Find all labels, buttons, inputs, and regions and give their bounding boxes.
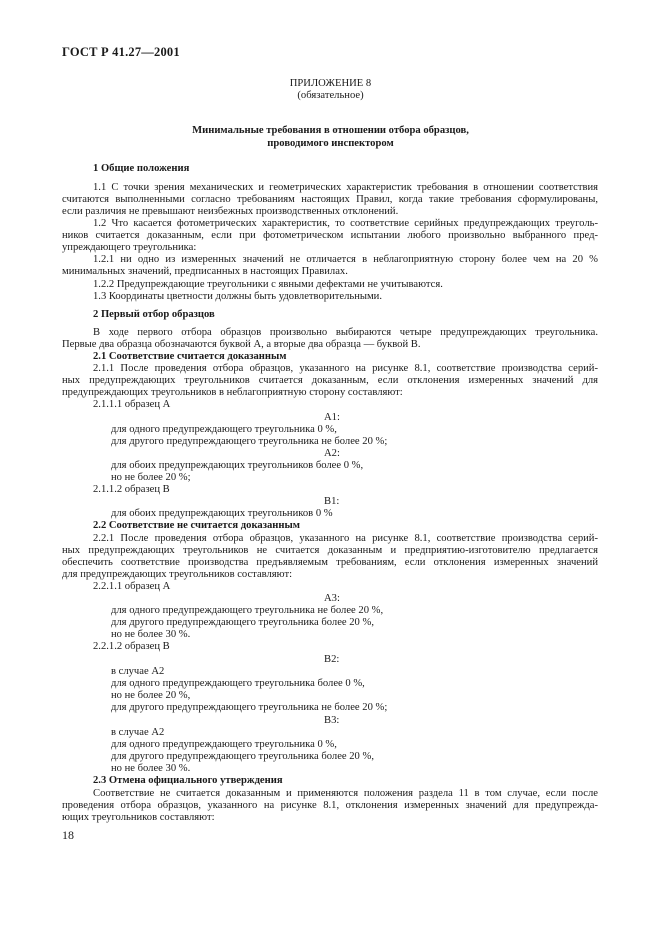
text-line: 2.1.1 После проведения отбора образцов, указанного на рисунке 8.1, соответствие производства серий- (93, 363, 598, 374)
text-line: упреждающего треугольника: (62, 242, 197, 253)
text-line: для другого предупреждающего треугольника более 20 %, (111, 751, 374, 762)
text-line: но не более 20 %; (111, 472, 191, 483)
text-line: В2: (324, 654, 340, 665)
text-line: В3: (324, 715, 340, 726)
text-line: минимальных значений, предписанных в настоящих Правилах. (62, 266, 348, 277)
text-line: 1.2.2 Предупреждающие треугольники с явными дефектами не учитываются. (93, 279, 443, 290)
section-heading: 2.1 Соответствие считается доказанным (93, 351, 287, 362)
text-line: для одного предупреждающего треугольника 0 %, (111, 424, 337, 435)
text-line: 2.1.1.2 образец В (93, 484, 170, 495)
text-line: 2.2.1 После проведения отбора образцов, указанного на рисунке 8.1, соответствие производства серий- (93, 533, 598, 544)
text-line: если различия не превышают неизбежных производственных отклонений. (62, 206, 399, 217)
document-title-line-2: проводимого инспектором (267, 138, 394, 149)
text-line: 2.1.1.1 образец А (93, 399, 171, 410)
text-line: но не более 20 %, (111, 690, 191, 701)
section-heading: 2.2 Соответствие не считается доказанным (93, 520, 300, 531)
text-line: для обоих предупреждающих треугольников 0 % (111, 508, 333, 519)
text-line: ных предупреждающих треугольников не считается доказанным и предприятию-изготовителю предлагается (62, 545, 598, 556)
standard-header: ГОСТ Р 41.27—2001 (62, 45, 180, 59)
text-line: Соответствие не считается доказанным и применяются положения раздела 11 в том случае, если после (93, 788, 598, 799)
text-line: А2: (324, 448, 340, 459)
text-line: для обоих предупреждающих треугольников более 0 %, (111, 460, 364, 471)
text-line: В ходе первого отбора образцов произвольно выбираются четыре предупреждающих треугольника. (93, 327, 598, 338)
appendix-subtitle: (обязательное) (297, 90, 364, 101)
document-title-line-1: Минимальные требования в отношении отбора образцов, (192, 125, 469, 136)
text-line: 1.3 Координаты цветности должны быть удовлетворительными. (93, 291, 383, 302)
text-line: проведения отбора образцов, указанного на рисунке 8.1, отклонения измеренных значений для предупрежда- (62, 800, 598, 811)
text-line: в случае А2 (111, 666, 165, 677)
text-line: для другого предупреждающего треугольника не более 20 %; (111, 436, 388, 447)
text-line: 2.2.1.1 образец А (93, 581, 171, 592)
text-line: считаются выполненными согласно требованиям настоящих Правил, когда такие требования сформулированы, (62, 194, 598, 205)
text-line: 2.2.1.2 образец В (93, 641, 170, 652)
text-line: в случае А2 (111, 727, 165, 738)
text-line: 1.2 Что касается фотометрических характеристик, то соответствие серийных предупреждающих треуголь- (93, 218, 598, 229)
text-line: для другого предупреждающего треугольника не более 20 %; (111, 702, 388, 713)
text-line: для одного предупреждающего треугольника более 0 %, (111, 678, 365, 689)
text-line: для предупреждающих треугольников составляют: (62, 569, 293, 580)
page-number: 18 (62, 828, 74, 842)
appendix-title: ПРИЛОЖЕНИЕ 8 (289, 78, 372, 89)
text-line: А3: (324, 593, 340, 604)
section-heading: 1 Общие положения (93, 163, 190, 174)
text-line: для одного предупреждающего треугольника не более 20 %, (111, 605, 384, 616)
text-line: но не более 30 %. (111, 629, 191, 640)
text-line: для одного предупреждающего треугольника 0 %, (111, 739, 337, 750)
text-line: 1.1 С точки зрения механических и геометрических характеристик требования в отношении соответствия (93, 182, 598, 193)
text-line: ных предупреждающих треугольников считается доказанным, если отклонения измеренных значений для (62, 375, 598, 386)
text-line: ющих треугольников составляют: (62, 812, 215, 823)
text-line: В1: (324, 496, 340, 507)
section-heading: 2 Первый отбор образцов (93, 309, 215, 320)
text-line: А1: (324, 412, 340, 423)
section-heading: 2.3 Отмена официального утверждения (93, 775, 283, 786)
text-line: Первые два образца обозначаются буквой А, а вторые два образца — буквой В. (62, 339, 421, 350)
text-line: ников считается доказанным, если при фотометрическом испытании любого произвольно выбранного пред- (62, 230, 598, 241)
text-line: но не более 30 %. (111, 763, 191, 774)
text-line: обеспечить соответствие производства предъявляемым требованиям, если отклонения измеренных значений (62, 557, 598, 568)
text-line: для другого предупреждающего треугольника более 20 %, (111, 617, 374, 628)
text-line: предупреждающих треугольников в неблагоприятную сторону составляют: (62, 387, 403, 398)
text-line: 1.2.1 ни одно из измеренных значений не отличается в неблагоприятную сторону более чем на 20 % (93, 254, 598, 265)
